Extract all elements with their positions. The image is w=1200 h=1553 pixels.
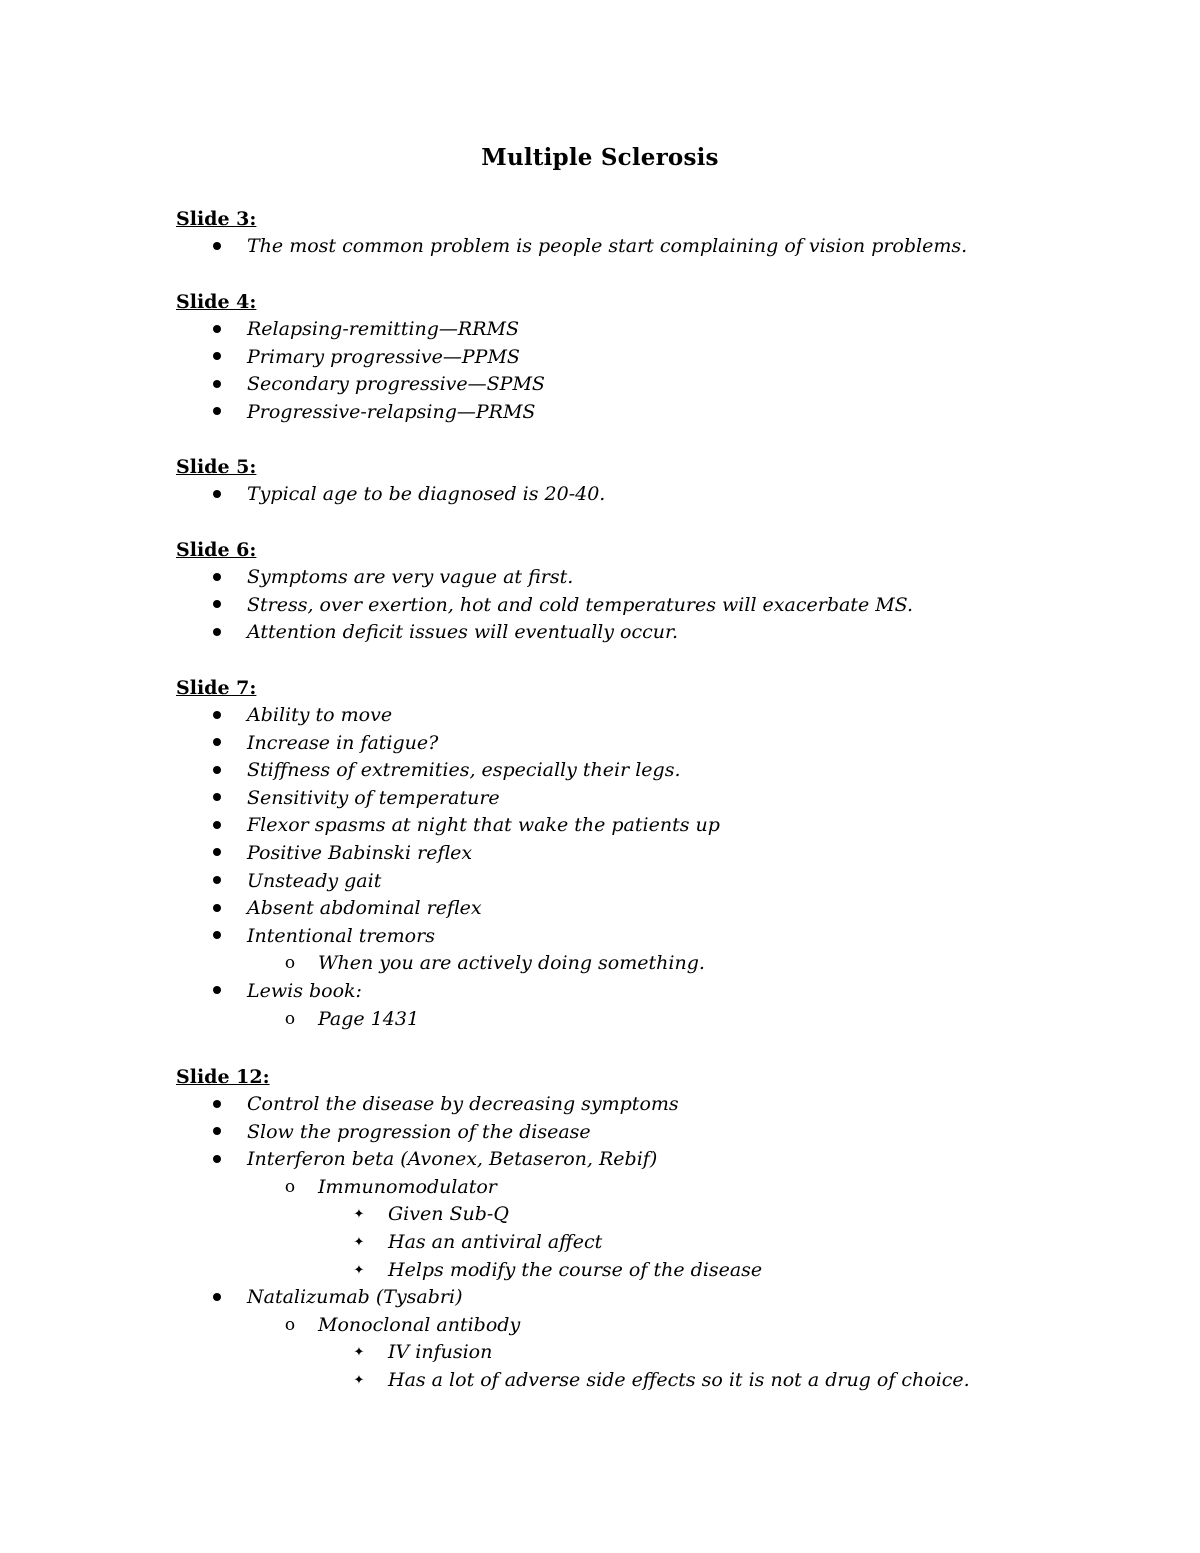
list-item-text: Interferon beta (Avonex, Betaseron, Rebif) [247,1148,658,1171]
bullet-dot-icon-shape [213,490,221,498]
bullet-dot-icon [207,399,227,427]
bullet-dot-icon [207,371,227,399]
list-item-text: Page 1431 [318,1007,420,1030]
bullet-dot-icon-shape [213,600,221,608]
list-item-text: Primary progressive—PPMS [247,345,520,368]
sub-sub-list-item [176,1367,1076,1395]
list-item [176,812,1076,840]
list-item [176,399,1076,427]
bullet-dot-icon [207,481,227,509]
document-title: Multiple Sclerosis [481,144,719,171]
list-item-text: Progressive-relapsing—PRMS [247,400,536,423]
section-heading: Slide 3: [176,208,257,230]
bullet-dot-icon [207,233,227,261]
section-slide-6 [176,537,1076,647]
list-item-text: Absent abdominal reflex [247,897,482,920]
bullet-dot-icon [207,592,227,620]
bullet-dot-icon [207,316,227,344]
bullet-list [176,1091,1076,1395]
section-heading: Slide 7: [176,677,257,699]
list-item-text: Secondary progressive—SPMS [247,373,545,396]
section-slide-7 [176,675,1076,1033]
bullet-dot-icon-shape [213,380,221,388]
section-slide-4 [176,289,1076,426]
bullet-dot-icon [207,1119,227,1147]
bullet-list [176,702,1076,1033]
list-item-text: Stress, over exertion, hot and cold temperatures will exacerbate MS. [247,593,914,616]
list-item-text: Has an antiviral affect [388,1230,603,1253]
list-item [176,785,1076,813]
bullet-dot-icon-shape [213,628,221,636]
bullet-dot-icon [207,895,227,923]
list-item [176,1284,1076,1312]
bullet-diamond-icon: ✦ [353,1262,365,1278]
bullet-dot-icon [207,1284,227,1312]
section-slide-5 [176,454,1076,509]
sub-sub-list-item [176,1229,1076,1257]
list-item [176,371,1076,399]
sub-sub-list-item [176,1201,1076,1229]
section-slide-3 [176,206,1076,261]
section-slide-12 [176,1064,1076,1395]
list-item [176,730,1076,758]
bullet-diamond-icon: ✦ [353,1345,365,1361]
list-item [176,702,1076,730]
list-item-text: Stiffness of extremities, especially their legs. [247,759,681,782]
list-item-text: Given Sub-Q [388,1203,509,1226]
bullet-dot-icon [207,1146,227,1174]
list-item [176,868,1076,896]
bullet-dot-icon [207,619,227,647]
list-item [176,1119,1076,1147]
list-item [176,757,1076,785]
bullet-dot-icon-shape [213,821,221,829]
bullet-dot-icon-shape [213,711,221,719]
list-item-text: Lewis book: [247,979,362,1002]
bullet-dot-icon [207,344,227,372]
list-item [176,344,1076,372]
bullet-dot-icon-shape [213,242,221,250]
list-item-text: Positive Babinski reflex [247,841,473,864]
bullet-dot-icon [207,868,227,896]
list-item-text: Typical age to be diagnosed is 20-40. [247,483,606,505]
list-item-text: Flexor spasms at night that wake the patients up [247,814,720,837]
bullet-dot-icon-shape [213,904,221,912]
list-item-text: Natalizumab (Tysabri) [247,1286,463,1309]
list-item-text: Relapsing-remitting—RRMS [247,318,520,340]
bullet-circle-icon: o [284,1314,296,1335]
bullet-dot-icon-shape [213,407,221,415]
sub-sub-list-item [176,1339,1076,1367]
list-item [176,895,1076,923]
bullet-dot-icon [207,923,227,951]
bullet-dot-icon-shape [213,848,221,856]
list-item [176,233,1076,261]
list-item-text: Monoclonal antibody [318,1313,521,1336]
bullet-dot-icon [207,785,227,813]
list-item [176,481,1076,509]
bullet-dot-icon-shape [213,876,221,884]
sub-list-item [176,1006,1076,1034]
bullet-list [176,233,1076,261]
bullet-dot-icon [207,978,227,1006]
bullet-dot-icon-shape [213,1100,221,1108]
sub-sub-list-item [176,1257,1076,1285]
bullet-dot-icon [207,757,227,785]
bullet-list [176,564,1076,647]
bullet-dot-icon-shape [213,766,221,774]
list-item-text: Immunomodulator [318,1175,497,1198]
bullet-diamond-icon: ✦ [353,1372,365,1388]
bullet-dot-icon-shape [213,352,221,360]
bullet-diamond-icon: ✦ [353,1234,365,1250]
list-item [176,592,1076,620]
section-heading: Slide 5: [176,456,257,478]
sub-list-item [176,950,1076,978]
bullet-dot-icon [207,1091,227,1119]
list-item [176,1091,1076,1119]
bullet-circle-icon: o [284,1008,296,1029]
bullet-dot-icon [207,812,227,840]
bullet-dot-icon [207,564,227,592]
list-item [176,978,1076,1006]
bullet-list [176,481,1076,509]
section-heading: Slide 6: [176,539,257,561]
list-item [176,619,1076,647]
list-item-text: The most common problem is people start complaining of vision problems. [247,235,968,257]
section-heading: Slide 12: [176,1066,270,1088]
bullet-list [176,316,1076,426]
bullet-dot-icon-shape [213,793,221,801]
list-item-text: Ability to move [247,704,393,726]
bullet-dot-icon [207,730,227,758]
list-item [176,564,1076,592]
list-item-text: Helps modify the course of the disease [388,1258,763,1281]
bullet-dot-icon [207,840,227,868]
list-item [176,316,1076,344]
list-item-text: Intentional tremors [247,924,435,947]
bullet-diamond-icon: ✦ [353,1207,365,1223]
list-item [176,1146,1076,1174]
list-item-text: Control the disease by decreasing symptoms [247,1093,679,1115]
bullet-dot-icon-shape [213,986,221,994]
bullet-dot-icon-shape [213,573,221,581]
bullet-dot-icon-shape [213,1293,221,1301]
list-item-text: IV infusion [388,1341,493,1364]
list-item [176,923,1076,951]
list-item [176,840,1076,868]
sub-list-item [176,1174,1076,1202]
list-item-text: Increase in fatigue? [247,731,439,754]
sub-list-item [176,1312,1076,1340]
bullet-dot-icon-shape [213,1155,221,1163]
bullet-dot-icon-shape [213,1127,221,1135]
list-item-text: Symptoms are very vague at first. [247,566,574,588]
list-item-text: Unsteady gait [247,869,382,892]
list-item-text: Attention deficit issues will eventually occur. [247,621,678,644]
bullet-circle-icon: o [284,953,296,974]
section-heading: Slide 4: [176,291,257,313]
bullet-circle-icon: o [284,1176,296,1197]
list-item-text: Slow the progression of the disease [247,1120,591,1143]
bullet-dot-icon-shape [213,931,221,939]
list-item-text: When you are actively doing something. [318,952,705,975]
bullet-dot-icon-shape [213,738,221,746]
list-item-text: Has a lot of adverse side effects so it is not a drug of choice. [388,1368,970,1391]
bullet-dot-icon-shape [213,325,221,333]
list-item-text: Sensitivity of temperature [247,786,500,809]
bullet-dot-icon [207,702,227,730]
